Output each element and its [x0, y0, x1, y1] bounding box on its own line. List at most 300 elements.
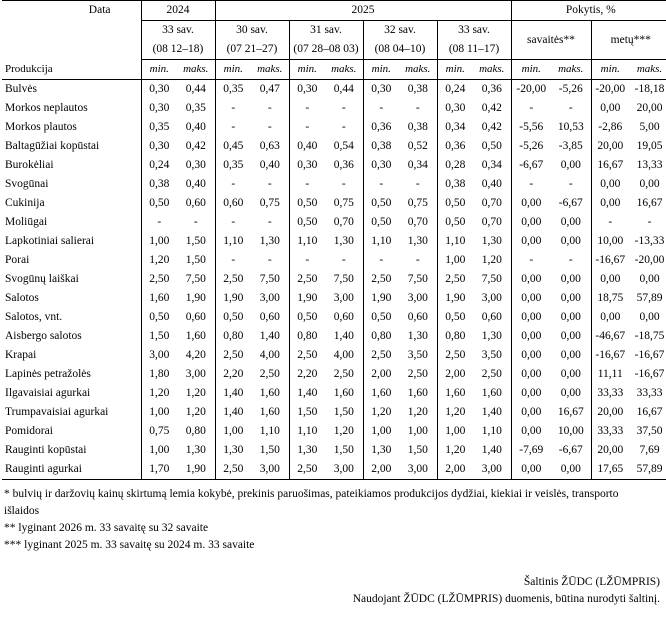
price-min-cell: 0,00 — [591, 194, 629, 213]
price-max-cell: 1,40 — [481, 406, 502, 418]
price-min-cell: 1,00 — [215, 422, 251, 441]
price-max-cell: 0,36 — [333, 159, 354, 171]
price-min-cell: 1,00 — [141, 403, 177, 422]
price-min-cell: 16,67 — [591, 156, 629, 175]
change-weekly-header: savaitės** — [511, 21, 591, 60]
price-min-cell: 1,30 — [289, 441, 325, 460]
price-max-cell: 0,60 — [407, 311, 428, 323]
price-min-cell: 0,24 — [437, 80, 473, 100]
price-max-cell: 3,50 — [407, 349, 428, 361]
price-max-cell: 0,44 — [333, 83, 354, 95]
price-min-cell: 2,50 — [437, 270, 473, 289]
week-header-2025-32: 32 sav. (08 04–10) — [363, 21, 437, 60]
price-min-cell: - — [363, 99, 399, 118]
price-max-cell: 37,50 — [636, 425, 663, 437]
price-min-cell: 2,20 — [289, 365, 325, 384]
price-min-cell: 1,10 — [215, 232, 251, 251]
price-max-cell: 0,54 — [333, 140, 354, 152]
price-min-cell: 20,00 — [591, 403, 629, 422]
price-max-cell: 0,00 — [560, 292, 581, 304]
price-min-cell: 33,33 — [591, 384, 629, 403]
price-max-cell: 0,52 — [407, 140, 428, 152]
price-min-cell: -16,67 — [591, 346, 629, 365]
price-min-cell: 0,50 — [289, 213, 325, 232]
price-max-cell: 1,30 — [407, 235, 428, 247]
price-max-cell: 0,70 — [481, 216, 502, 228]
price-max-cell: -18,75 — [634, 330, 665, 342]
price-max-cell: 3,00 — [251, 460, 289, 480]
max-header: maks. — [399, 60, 437, 80]
price-max-cell: 0,40 — [481, 178, 502, 190]
price-max-cell: 0,00 — [639, 273, 660, 285]
product-name: Rauginti kopūstai — [5, 444, 87, 456]
price-min-cell: 0,34 — [437, 118, 473, 137]
price-max-cell: 1,60 — [185, 330, 206, 342]
price-min-cell: 1,40 — [215, 384, 251, 403]
price-max-cell: - — [415, 178, 420, 190]
week-header-2024-33: 33 sav. (08 12–18) — [141, 21, 215, 60]
price-max-cell: 0,63 — [259, 140, 280, 152]
price-min-cell: 0,30 — [141, 80, 177, 100]
price-max-cell: - — [267, 121, 272, 133]
price-min-cell: 1,00 — [363, 422, 399, 441]
price-max-cell: 3,00 — [473, 460, 511, 480]
price-max-cell: 1,60 — [259, 406, 280, 418]
price-max-cell: 1,90 — [185, 292, 206, 304]
price-max-cell: 1,30 — [259, 235, 280, 247]
price-min-cell: 0,50 — [437, 194, 473, 213]
source-line: Šaltinis ŽŪDC (LŽŪMPRIS) — [523, 576, 660, 588]
price-max-cell: 0,40 — [259, 159, 280, 171]
price-max-cell: 20,00 — [636, 102, 663, 114]
product-name: Pomidorai — [5, 425, 53, 437]
price-min-cell: 0,00 — [511, 270, 551, 289]
table-row — [2, 175, 666, 194]
price-min-cell: 0,00 — [511, 460, 551, 480]
price-min-cell: 10,00 — [591, 232, 629, 251]
product-name: Svogūnų laiškai — [5, 273, 79, 285]
price-max-cell: - — [568, 102, 573, 114]
price-min-cell: 1,40 — [289, 384, 325, 403]
price-max-cell: 3,00 — [481, 292, 502, 304]
price-max-cell: 1,50 — [259, 444, 280, 456]
price-max-cell: - — [415, 254, 420, 266]
price-min-cell: 2,50 — [289, 346, 325, 365]
price-min-cell: 2,50 — [141, 270, 177, 289]
product-name: Lapkotiniai salierai — [5, 235, 95, 247]
price-max-cell: 57,89 — [629, 460, 666, 480]
price-min-cell: 2,00 — [437, 365, 473, 384]
price-max-cell: 1,20 — [185, 406, 206, 418]
price-min-cell: 2,50 — [215, 346, 251, 365]
price-max-cell: 0,00 — [639, 178, 660, 190]
price-min-cell: 1,30 — [215, 441, 251, 460]
price-min-cell: - — [289, 118, 325, 137]
price-max-cell: 1,30 — [185, 444, 206, 456]
price-min-cell: 0,28 — [437, 156, 473, 175]
price-min-cell: 0,00 — [511, 327, 551, 346]
table-row — [2, 80, 666, 100]
price-min-cell: 1,40 — [215, 403, 251, 422]
product-name: Salotos, vnt. — [5, 311, 63, 323]
price-max-cell: -13,33 — [634, 235, 665, 247]
price-min-cell: 1,60 — [141, 289, 177, 308]
price-max-cell: 0,44 — [185, 83, 206, 95]
product-name: Burokėliai — [5, 159, 54, 171]
price-max-cell: - — [267, 102, 272, 114]
price-min-cell: 0,00 — [511, 403, 551, 422]
price-max-cell: 5,00 — [639, 121, 660, 133]
price-max-cell: 19,05 — [636, 140, 663, 152]
price-max-cell: 1,60 — [259, 387, 280, 399]
price-max-cell: 0,42 — [185, 140, 206, 152]
year-2025-header: 2025 — [215, 1, 511, 21]
price-max-cell: -18,18 — [634, 83, 665, 95]
table-row — [2, 137, 666, 156]
price-max-cell: 2,50 — [333, 368, 354, 380]
price-max-cell: -6,67 — [558, 444, 583, 456]
table-row — [2, 441, 666, 460]
price-max-cell: 0,75 — [333, 197, 354, 209]
footnotes — [4, 486, 644, 554]
data-header: Data — [2, 1, 141, 60]
price-min-cell: 0,50 — [289, 308, 325, 327]
price-max-cell: - — [647, 216, 652, 228]
price-min-cell: -20,00 — [591, 80, 629, 100]
price-min-cell: 1,00 — [437, 251, 473, 270]
price-min-cell: 1,00 — [141, 232, 177, 251]
price-max-cell: 0,40 — [185, 121, 206, 133]
price-min-cell: 3,00 — [141, 346, 177, 365]
price-max-cell: - — [341, 254, 346, 266]
price-max-cell: - — [415, 102, 420, 114]
price-max-cell: 1,30 — [481, 330, 502, 342]
price-min-cell: 1,90 — [289, 289, 325, 308]
price-min-cell: 2,50 — [215, 270, 251, 289]
price-min-cell: 0,50 — [141, 308, 177, 327]
price-max-cell: - — [341, 121, 346, 133]
price-min-cell: 1,10 — [289, 422, 325, 441]
price-max-cell: 0,60 — [333, 311, 354, 323]
product-name: Aisbergo salotos — [5, 330, 82, 342]
price-min-cell: 1,10 — [437, 232, 473, 251]
price-min-cell: 17,65 — [591, 460, 629, 480]
price-max-cell: 2,50 — [481, 368, 502, 380]
price-max-cell: 0,47 — [259, 83, 280, 95]
price-min-cell: 0,00 — [511, 289, 551, 308]
price-max-cell: 1,50 — [333, 406, 354, 418]
price-max-cell: 1,10 — [259, 425, 280, 437]
table-row — [2, 156, 666, 175]
price-max-cell: 0,00 — [560, 368, 581, 380]
price-min-cell: 0,00 — [511, 213, 551, 232]
price-min-cell: 0,30 — [437, 99, 473, 118]
price-min-cell: 1,10 — [289, 232, 325, 251]
source-attribution: Naudojant ŽŪDC (LŽŪMPRIS) duomenis, būtina nurodyti šaltinį. — [352, 593, 660, 605]
min-header: min. — [591, 60, 629, 80]
price-max-cell: 0,00 — [560, 387, 581, 399]
price-max-cell: 57,89 — [636, 292, 663, 304]
price-max-cell: - — [568, 178, 573, 190]
price-min-cell: - — [289, 251, 325, 270]
table-row — [2, 327, 666, 346]
price-min-cell: 0,35 — [215, 156, 251, 175]
price-min-cell: 0,30 — [141, 99, 177, 118]
price-max-cell: 3,00 — [325, 460, 363, 480]
price-max-cell: 1,60 — [407, 387, 428, 399]
price-max-cell: -3,85 — [558, 140, 583, 152]
price-min-cell: 1,30 — [363, 441, 399, 460]
price-min-cell: 1,50 — [141, 327, 177, 346]
price-min-cell: 0,50 — [363, 308, 399, 327]
price-max-cell: 1,00 — [407, 425, 428, 437]
price-max-cell: 4,00 — [259, 349, 280, 361]
price-max-cell: 7,50 — [333, 273, 354, 285]
price-max-cell: 13,33 — [636, 159, 663, 171]
price-max-cell: 0,00 — [560, 235, 581, 247]
price-min-cell: 0,00 — [511, 232, 551, 251]
table-row — [2, 384, 666, 403]
price-min-cell: 0,75 — [141, 422, 177, 441]
table-row — [2, 194, 666, 213]
price-max-cell: 0,36 — [481, 83, 502, 95]
price-min-cell: 0,30 — [363, 156, 399, 175]
product-name: Ilgavaisiai agurkai — [5, 387, 91, 399]
min-header: min. — [437, 60, 473, 80]
price-max-cell: 0,42 — [481, 102, 502, 114]
price-min-cell: 0,80 — [215, 327, 251, 346]
price-max-cell: 0,70 — [407, 216, 428, 228]
product-name: Moliūgai — [5, 216, 48, 228]
price-min-cell: 0,00 — [591, 175, 629, 194]
price-min-cell: 0,50 — [363, 213, 399, 232]
price-min-cell: 0,30 — [289, 80, 325, 100]
price-min-cell: 0,80 — [363, 327, 399, 346]
max-header: maks. — [325, 60, 363, 80]
price-max-cell: 7,50 — [259, 273, 280, 285]
price-min-cell: 2,50 — [289, 270, 325, 289]
price-max-cell: 2,50 — [407, 368, 428, 380]
price-min-cell: 1,10 — [363, 232, 399, 251]
price-min-cell: 1,90 — [437, 289, 473, 308]
price-min-cell: 2,50 — [363, 346, 399, 365]
price-max-cell: 0,00 — [639, 311, 660, 323]
price-max-cell: 0,00 — [560, 330, 581, 342]
price-max-cell: 2,50 — [259, 368, 280, 380]
price-max-cell: 0,00 — [551, 460, 591, 480]
price-min-cell: - — [363, 175, 399, 194]
price-min-cell: 0,00 — [511, 346, 551, 365]
price-max-cell: - — [341, 178, 346, 190]
price-min-cell: 1,80 — [141, 365, 177, 384]
table-row — [2, 308, 666, 327]
price-min-cell: 0,50 — [215, 308, 251, 327]
price-max-cell: 0,34 — [407, 159, 428, 171]
price-max-cell: 0,00 — [560, 273, 581, 285]
price-max-cell: 3,00 — [407, 292, 428, 304]
table-row — [2, 403, 666, 422]
table-row — [2, 213, 666, 232]
price-max-cell: 0,00 — [560, 216, 581, 228]
change-header: Pokytis, % — [511, 1, 666, 21]
price-min-cell: 0,80 — [437, 327, 473, 346]
product-name: Lapinės petražolės — [5, 368, 91, 380]
price-max-cell: 16,67 — [557, 406, 584, 418]
price-min-cell: - — [141, 213, 177, 232]
price-max-cell: 0,70 — [481, 197, 502, 209]
price-min-cell: 1,20 — [437, 403, 473, 422]
product-name: Rauginti agurkai — [2, 460, 141, 480]
price-min-cell: -46,67 — [591, 327, 629, 346]
price-table — [2, 0, 666, 480]
min-header: min. — [289, 60, 325, 80]
price-max-cell: 1,40 — [259, 330, 280, 342]
price-min-cell: 0,35 — [141, 118, 177, 137]
price-max-cell: 1,20 — [333, 425, 354, 437]
price-min-cell: 0,00 — [591, 308, 629, 327]
product-name: Bulvės — [5, 83, 37, 95]
price-max-cell: -5,26 — [558, 83, 583, 95]
price-min-cell: - — [511, 251, 551, 270]
max-header: maks. — [251, 60, 289, 80]
price-max-cell: 16,67 — [636, 197, 663, 209]
price-max-cell: 0,75 — [407, 197, 428, 209]
price-min-cell: - — [289, 175, 325, 194]
product-header: Produkcija — [2, 60, 141, 80]
footnote-weekly: ** lyginant 2026 m. 33 savaitę su 32 savaite — [4, 522, 209, 534]
price-min-cell: 1,20 — [141, 384, 177, 403]
price-min-cell: 0,35 — [215, 80, 251, 100]
price-max-cell: 0,00 — [560, 349, 581, 361]
price-max-cell: - — [267, 216, 272, 228]
price-min-cell: 0,30 — [363, 80, 399, 100]
price-max-cell: 0,40 — [185, 178, 206, 190]
price-min-cell: 1,50 — [289, 403, 325, 422]
price-max-cell: -16,67 — [634, 349, 665, 361]
price-max-cell: 0,80 — [185, 425, 206, 437]
price-max-cell: 1,30 — [407, 330, 428, 342]
price-max-cell: 7,50 — [407, 273, 428, 285]
price-max-cell: 1,40 — [481, 444, 502, 456]
price-max-cell: 1,20 — [481, 254, 502, 266]
price-max-cell: -16,67 — [634, 368, 665, 380]
price-max-cell: 3,00 — [259, 292, 280, 304]
price-min-cell: 0,60 — [215, 194, 251, 213]
price-max-cell: 1,50 — [185, 254, 206, 266]
price-min-cell: 20,00 — [591, 441, 629, 460]
price-max-cell: 0,60 — [481, 311, 502, 323]
min-header: min. — [363, 60, 399, 80]
price-max-cell: 3,00 — [333, 292, 354, 304]
price-min-cell: 2,00 — [437, 460, 473, 480]
price-min-cell: 18,75 — [591, 289, 629, 308]
price-min-cell: 0,00 — [511, 194, 551, 213]
week-header-2025-31: 31 sav. (07 28–08 03) — [289, 21, 363, 60]
price-min-cell: 1,70 — [141, 460, 177, 480]
week-header-2025-30: 30 sav. (07 21–27) — [215, 21, 289, 60]
price-max-cell: 0,70 — [333, 216, 354, 228]
price-min-cell: 33,33 — [591, 422, 629, 441]
price-max-cell: 0,34 — [481, 159, 502, 171]
product-name: Baltagūžiai kopūstai — [5, 140, 100, 152]
table-row — [2, 118, 666, 137]
price-min-cell: 0,00 — [511, 422, 551, 441]
price-min-cell: 11,11 — [591, 365, 629, 384]
week-header-2025-33: 33 sav. (08 11–17) — [437, 21, 511, 60]
price-max-cell: 0,50 — [481, 140, 502, 152]
price-max-cell: 0,00 — [560, 311, 581, 323]
product-name: Salotos — [5, 292, 39, 304]
max-header: maks. — [177, 60, 215, 80]
price-min-cell: 0,00 — [591, 270, 629, 289]
table-row — [2, 365, 666, 384]
price-min-cell: 2,00 — [363, 365, 399, 384]
price-max-cell: 0,00 — [560, 159, 581, 171]
price-min-cell: 0,24 — [141, 156, 177, 175]
price-min-cell: 0,00 — [511, 384, 551, 403]
product-name: Porai — [5, 254, 30, 266]
price-min-cell: 1,60 — [437, 384, 473, 403]
price-max-cell: - — [193, 216, 198, 228]
price-max-cell: 0,30 — [185, 159, 206, 171]
table-row — [2, 422, 666, 441]
price-max-cell: - — [267, 178, 272, 190]
price-max-cell: 7,50 — [481, 273, 502, 285]
price-min-cell: 0,50 — [289, 194, 325, 213]
price-min-cell: 0,50 — [437, 213, 473, 232]
price-min-cell: 1,20 — [141, 251, 177, 270]
price-max-cell: 1,20 — [407, 406, 428, 418]
price-min-cell: 0,45 — [215, 137, 251, 156]
price-max-cell: - — [267, 254, 272, 266]
price-min-cell: 1,60 — [363, 384, 399, 403]
price-max-cell: 3,00 — [185, 368, 206, 380]
price-max-cell: 1,50 — [185, 235, 206, 247]
min-header: min. — [141, 60, 177, 80]
price-min-cell: 0,30 — [141, 137, 177, 156]
price-min-cell: 1,90 — [215, 289, 251, 308]
price-max-cell: 1,50 — [407, 444, 428, 456]
price-min-cell: 1,90 — [363, 289, 399, 308]
table-row — [2, 460, 666, 480]
price-max-cell: 0,75 — [259, 197, 280, 209]
price-min-cell: 0,38 — [437, 175, 473, 194]
price-min-cell: - — [511, 99, 551, 118]
price-min-cell: 0,38 — [141, 175, 177, 194]
product-name: Morkos neplautos — [5, 102, 88, 114]
price-min-cell: 0,00 — [511, 365, 551, 384]
price-min-cell: 1,00 — [141, 441, 177, 460]
footnote-quality: * bulvių ir daržovių kainų skirtumą lemia kokybė, prekinis paruošimas, pateikiamos produkcijos dydžiai, kiekiai ir veislės, transporto išlaidos — [4, 488, 619, 517]
price-min-cell: - — [215, 118, 251, 137]
year-2024-header: 2024 — [141, 1, 215, 21]
price-max-cell: 3,00 — [399, 460, 437, 480]
price-max-cell: 0,35 — [185, 102, 206, 114]
price-min-cell: 2,50 — [215, 460, 251, 480]
price-min-cell: -7,69 — [511, 441, 551, 460]
price-min-cell: - — [215, 213, 251, 232]
price-min-cell: - — [289, 99, 325, 118]
price-max-cell: 0,60 — [185, 197, 206, 209]
price-min-cell: 2,50 — [363, 270, 399, 289]
price-max-cell: 3,50 — [481, 349, 502, 361]
price-min-cell: 0,38 — [363, 137, 399, 156]
table-row — [2, 99, 666, 118]
product-name: Krapai — [5, 349, 37, 361]
price-min-cell: 0,40 — [289, 137, 325, 156]
product-name: Cukinija — [5, 197, 45, 209]
price-max-cell: 7,69 — [639, 444, 660, 456]
